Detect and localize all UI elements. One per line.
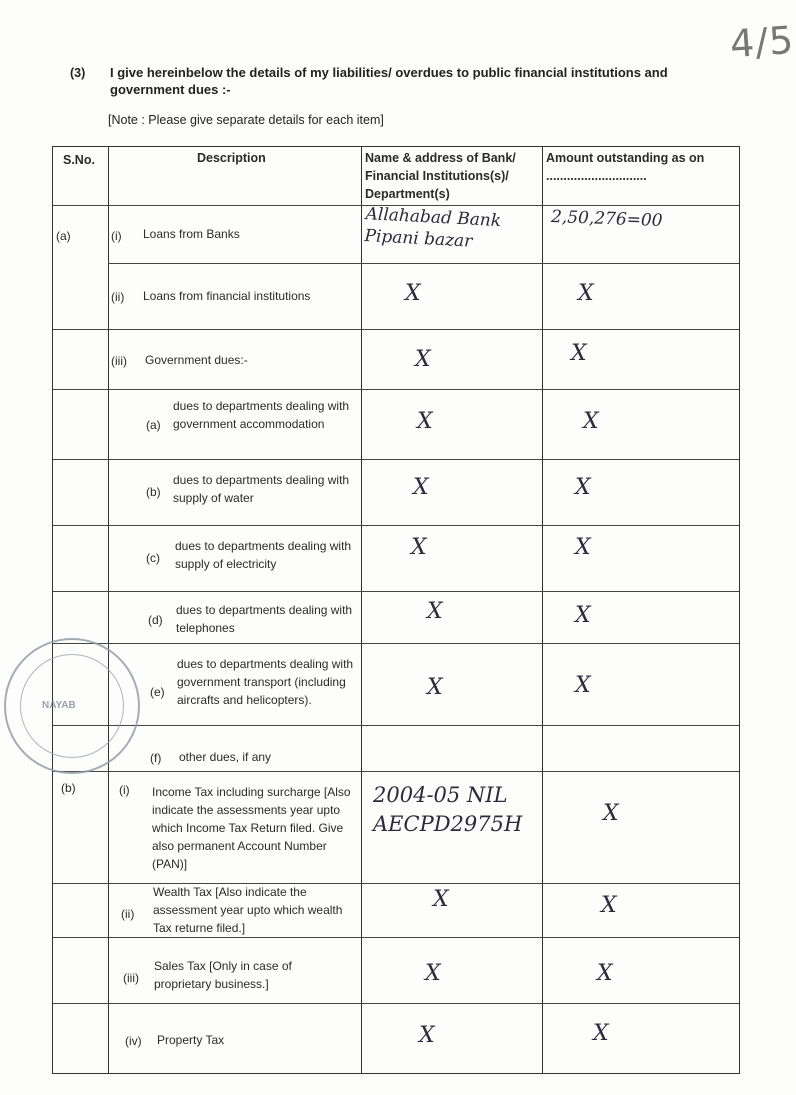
row-bank-handwritten: X: [419, 1023, 435, 1048]
row-sno: (b): [61, 781, 76, 795]
row-number: (iii): [111, 354, 127, 368]
row-description: Income Tax including surcharge [Also indicate the assessments year upto which Income Tax Return filed. Give also permanent Account Number (PAN)]: [152, 785, 351, 871]
section-heading: I give hereinbelow the details of my liabilities/ overdues to public financial institutions and government dues :-: [110, 65, 668, 97]
row-amount-handwritten: X: [578, 281, 594, 306]
header-sno: S.No.: [63, 153, 95, 167]
row-description: dues to departments dealing with supply of water: [173, 473, 350, 505]
note-text: [Note : Please give separate details for each item]: [108, 113, 384, 127]
page-number: 4/5: [728, 17, 796, 67]
stamp-text: NAYAB: [42, 700, 76, 711]
row-bank-handwritten: X: [405, 281, 421, 306]
row-amount-handwritten: X: [571, 341, 587, 366]
row-amount-handwritten: X: [575, 535, 591, 560]
row-number: (f): [150, 751, 162, 765]
row-amount-handwritten: X: [575, 475, 591, 500]
liabilities-table: [52, 146, 740, 1074]
item-number: (3): [70, 66, 86, 80]
row-amount-handwritten: X: [601, 893, 617, 918]
row-bank-handwritten: X: [413, 475, 429, 500]
row-description: Wealth Tax [Also indicate the assessment year upto which wealth Tax returne filed.]: [153, 885, 343, 935]
row-number: (a): [146, 418, 161, 432]
row-number: (b): [146, 485, 161, 499]
row-bank-handwritten: X: [425, 961, 441, 986]
header-bank: Name & address of Bank/ Financial Institutions(s)/ Department(s): [365, 151, 516, 201]
row-description: dues to departments dealing with supply of electricity: [175, 539, 352, 571]
row-number: (ii): [121, 907, 135, 921]
row-bank-handwritten: X: [417, 409, 433, 434]
row-bank-handwritten: X: [427, 599, 443, 624]
row-sno: (a): [56, 229, 71, 243]
row-bank-handwritten: X: [427, 675, 443, 700]
header-description: Description: [197, 151, 266, 165]
row-number: (ii): [111, 290, 125, 304]
row-amount-handwritten: X: [575, 603, 591, 628]
row-description: Loans from Banks: [143, 227, 240, 241]
row-bank-handwritten: X: [411, 535, 427, 560]
row-number: (d): [148, 613, 163, 627]
row-bank-handwritten: Allahabad Bank Pipani bazar: [364, 204, 502, 252]
row-amount-handwritten: X: [575, 673, 591, 698]
row-bank-handwritten: X: [415, 347, 431, 372]
row-description: dues to departments dealing with telephones: [176, 603, 353, 635]
row-amount-handwritten: 2,50,276=00: [550, 207, 663, 231]
row-description: dues to departments dealing with government transport (including aircrafts and helicopters).: [177, 657, 354, 707]
row-description: Loans from financial institutions: [143, 289, 311, 303]
row-number: (e): [150, 685, 165, 699]
row-bank-handwritten: 2004-05 NIL AECPD2975H: [373, 783, 523, 836]
row-amount-handwritten: X: [603, 801, 619, 826]
row-description: other dues, if any: [179, 750, 272, 764]
row-amount-handwritten: X: [597, 961, 613, 986]
row-number: (i): [119, 783, 130, 797]
row-number: (c): [146, 551, 160, 565]
row-number: (i): [111, 229, 122, 243]
office-seal-stamp: [4, 638, 140, 774]
row-amount-handwritten: X: [583, 409, 599, 434]
row-amount-handwritten: X: [593, 1021, 609, 1046]
header-amount: Amount outstanding as on .............................: [546, 151, 705, 183]
row-number: (iv): [125, 1034, 142, 1048]
row-description: Government dues:-: [145, 353, 248, 367]
row-description: Property Tax: [157, 1033, 225, 1047]
row-description: Sales Tax [Only in case of proprietary business.]: [154, 959, 292, 991]
row-description: dues to departments dealing with government accommodation: [173, 399, 350, 431]
row-number: (iii): [123, 971, 139, 985]
row-bank-handwritten: X: [433, 887, 449, 912]
